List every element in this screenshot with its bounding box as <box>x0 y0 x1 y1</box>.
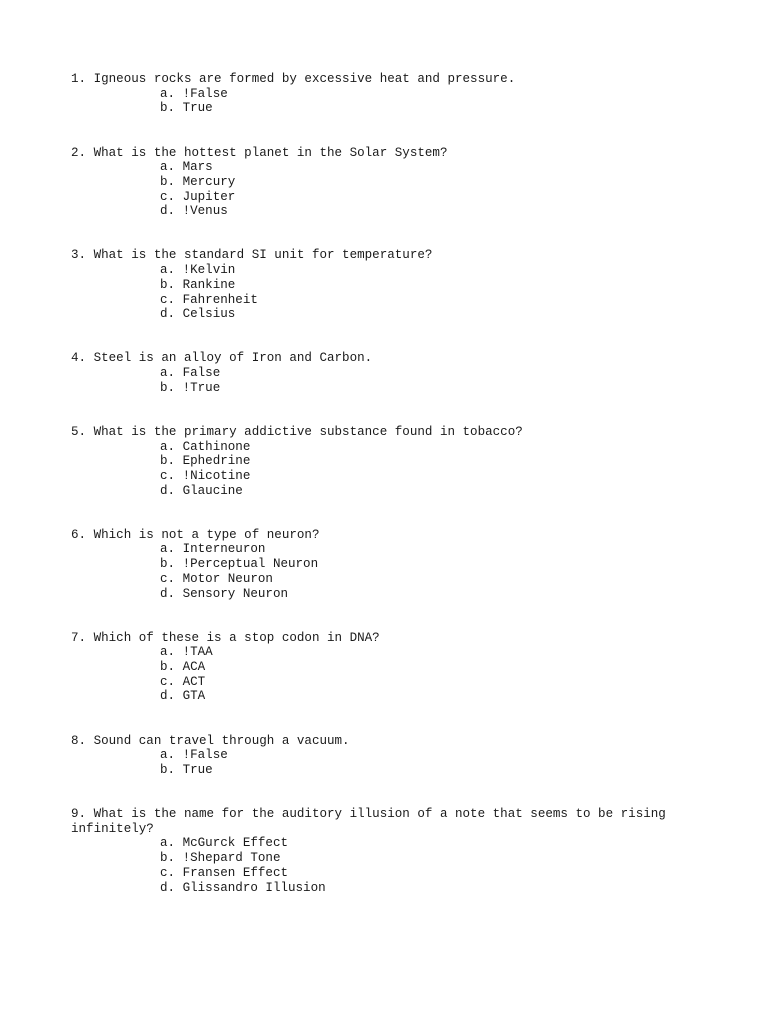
answer-option: a. Interneuron <box>160 542 266 557</box>
answer-option: d. GTA <box>160 689 206 704</box>
answer-option: a. McGurck Effect <box>160 836 288 851</box>
quiz-document <box>71 72 671 925</box>
question-text: 8. Sound can travel through a vacuum. <box>71 733 350 748</box>
answer-option: a. !Kelvin <box>160 263 236 278</box>
answer-option: b. ACA <box>160 660 206 675</box>
answer-option: a. Cathinone <box>160 439 251 454</box>
answer-option: b. True <box>160 101 213 116</box>
question-block <box>71 248 671 322</box>
question-text: 3. What is the standard SI unit for temperature? <box>71 248 433 263</box>
answer-option: a. Mars <box>160 160 213 175</box>
answer-options <box>71 748 671 777</box>
answer-options <box>71 645 671 704</box>
answer-option: c. Fransen Effect <box>160 865 288 880</box>
answer-options <box>71 440 671 499</box>
question-block <box>71 351 671 395</box>
answer-option: d. Glissandro Illusion <box>160 880 326 895</box>
question-block <box>71 425 671 499</box>
answer-option: a. !TAA <box>160 645 213 660</box>
answer-option: c. Jupiter <box>160 189 236 204</box>
answer-option: b. !Shepard Tone <box>160 851 281 866</box>
answer-option: a. False <box>160 366 221 381</box>
answer-option: d. !Venus <box>160 204 228 219</box>
answer-options <box>71 366 671 395</box>
answer-option: b. Rankine <box>160 277 236 292</box>
answer-option: b. Mercury <box>160 174 236 189</box>
question-text: 1. Igneous rocks are formed by excessive heat and pressure. <box>71 72 516 86</box>
answer-option: b. Ephedrine <box>160 454 251 469</box>
question-block <box>71 528 671 602</box>
answer-option: d. Celsius <box>160 307 236 322</box>
answer-option: a. !False <box>160 86 228 101</box>
answer-option: a. !False <box>160 748 228 763</box>
answer-option: b. !Perceptual Neuron <box>160 557 319 572</box>
answer-option: c. !Nicotine <box>160 468 251 483</box>
question-text: 5. What is the primary addictive substance found in tobacco? <box>71 424 523 439</box>
answer-option: b. True <box>160 762 213 777</box>
question-text: 2. What is the hottest planet in the Solar System? <box>71 145 448 160</box>
answer-options <box>71 263 671 322</box>
question-block <box>71 631 671 705</box>
question-text: 9. What is the name for the auditory illusion of a note that seems to be rising infinitely? <box>71 807 666 836</box>
question-block <box>71 72 671 116</box>
question-text: 7. Which of these is a stop codon in DNA? <box>71 630 380 645</box>
answer-options <box>71 542 671 601</box>
answer-option: d. Glaucine <box>160 483 243 498</box>
answer-option: d. Sensory Neuron <box>160 586 288 601</box>
question-block <box>71 807 671 895</box>
answer-option: c. ACT <box>160 674 206 689</box>
answer-options <box>71 160 671 219</box>
question-text: 4. Steel is an alloy of Iron and Carbon. <box>71 351 373 366</box>
question-block <box>71 146 671 220</box>
answer-option: b. !True <box>160 380 221 395</box>
answer-option: c. Motor Neuron <box>160 571 273 586</box>
answer-options <box>71 87 671 116</box>
answer-options <box>71 836 671 895</box>
question-text: 6. Which is not a type of neuron? <box>71 527 320 542</box>
answer-option: c. Fahrenheit <box>160 292 258 307</box>
question-block <box>71 734 671 778</box>
